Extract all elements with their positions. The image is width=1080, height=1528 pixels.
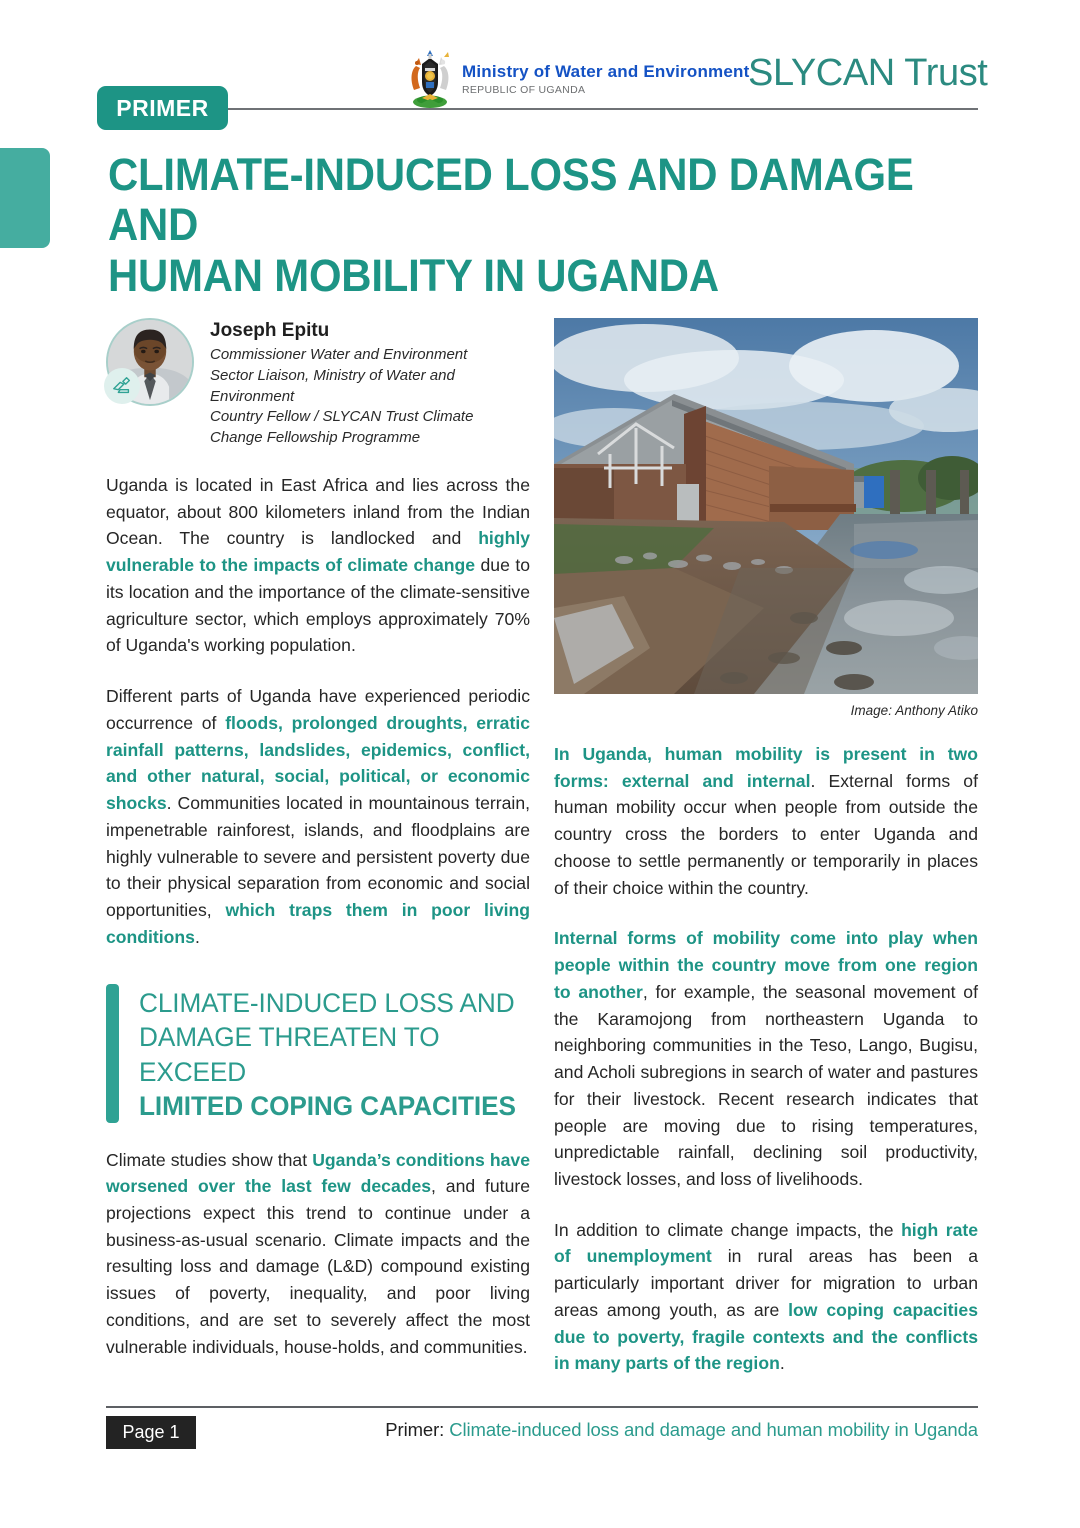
highlight-run: Internal forms of mobility come into play when people within the country move from one region to another [554, 928, 978, 1002]
section-heading-line-1: CLIMATE-INDUCED LOSS AND [139, 988, 515, 1019]
author-info [210, 318, 473, 448]
text-run: Climate studies show that [106, 1149, 313, 1170]
slycan-trust-logo: SLYCAN Trust [748, 52, 988, 94]
avatar-wrap [106, 318, 194, 406]
left-column [106, 318, 530, 1360]
paragraph-unemployment [554, 1217, 978, 1377]
text-run: due to its location and the importance of the climate-sensitive agriculture sector, which employs approximately 70% of Uganda's working population. [106, 555, 530, 656]
footer-caption [106, 1419, 978, 1441]
section-accent-bar [106, 984, 119, 1122]
highlight-run: Uganda’s conditions have worsened over the last few decades [106, 1149, 530, 1197]
ministry-logo-block [408, 48, 749, 110]
text-run: Uganda is located in East Africa and lies across the equator, about 800 kilometers inland from the Indian Ocean. The country is landlocked and [106, 474, 530, 549]
text-run: in rural areas has been a particularly important driver for migration to urban areas among youth, as are [554, 1246, 978, 1320]
photo-credit: Image: Anthony Atiko [850, 703, 978, 718]
text-run: . [779, 1353, 785, 1374]
footer-prefix: Primer: [385, 1419, 450, 1440]
section-heading-line-3: LIMITED COPING CAPACITIES [139, 1090, 516, 1121]
paragraph-internal-mobility [554, 925, 978, 1192]
footer-title: Climate-induced loss and damage and human mobility in Uganda [449, 1419, 978, 1440]
text-run: Different parts of Uganda have experienced periodic occurrence of [106, 686, 530, 733]
paragraph-climate-studies [106, 1147, 530, 1361]
left-accent-block [0, 148, 50, 248]
flood-photo [554, 318, 978, 694]
author-role-line-1: Commissioner Water and Environment [210, 346, 468, 363]
highlight-run: floods, prolonged droughts, erratic rainfall patterns, landslides, epidemics, conflict, and other natural, social, political, or economic shocks [106, 712, 530, 814]
text-run: In addition to climate change impacts, the [554, 1219, 902, 1240]
text-run: . Communities located in mountainous terrain, impenetrable rainforest, islands, and floodplains are highly vulnerable to severe and persistent poverty due to their physical separation from economic and social opportunities, [106, 793, 530, 920]
section-heading-line-2: DAMAGE THREATEN TO EXCEED [139, 1022, 440, 1087]
paragraph-hazards [106, 683, 530, 950]
flood-photo-illustration [554, 318, 978, 694]
author-role-line-3: Environment [210, 387, 295, 405]
primer-badge: PRIMER [97, 86, 228, 130]
footer-divider [106, 1406, 978, 1408]
paragraph-uganda-location [106, 472, 530, 659]
fellowship-badge-icon [104, 368, 140, 404]
text-run: , for example, the seasonal movement of the Karamojong from northeastern Uganda to neighboring communities in the Teso, Lango, Bugisu, and Acholi subregions in search of water and pastures for their livestock. Recent research indicates that people are moving due to rising temperatures, unpredictable rainfall, declining soil productivity, livestock losses, and loss of livelihoods. [554, 981, 978, 1190]
section-heading [106, 984, 530, 1122]
page-title-line-1: CLIMATE-INDUCED LOSS AND DAMAGE AND [108, 149, 914, 251]
ministry-name: Ministry of Water and Environment [462, 62, 750, 82]
highlight-run: In Uganda, human mobility is present in two forms: external and internal [554, 744, 978, 791]
author-role-line-5: Change Fellowship Programme [210, 429, 421, 447]
text-run: . [194, 926, 200, 947]
page-number-badge: Page 1 [106, 1416, 196, 1449]
highlight-run: highly vulnerable to the impacts of climate change [106, 528, 530, 576]
author-block [106, 318, 530, 448]
highlight-run: low coping capacities due to poverty, fragile contexts and the conflicts in many parts of the region [554, 1299, 978, 1374]
text-run: , and future projections expect this trend to continue under a business-as-usual scenario. Climate impacts and the resulting loss and damage (L&D) compound existing issues of poverty, inequality, and poor living conditions, and are set to severely affect the most vulnerable individuals, house-holds, and communities. [106, 1176, 530, 1357]
paragraph-mobility-forms [554, 741, 978, 901]
author-name: Joseph Epitu [210, 320, 330, 341]
text-run: . External forms of human mobility occur when people from outside the country cross the borders to enter Uganda and choose to settle permanently or temporarily in places of their choice within the country. [554, 770, 978, 898]
right-column [554, 318, 978, 1377]
author-role-line-2: Sector Liaison, Ministry of Water and [210, 366, 455, 384]
page-header [0, 0, 1080, 140]
page-title-line-2: HUMAN MOBILITY IN UGANDA [108, 249, 719, 301]
highlight-run: which traps them in poor living conditions [106, 900, 530, 947]
uganda-coat-of-arms-icon [408, 48, 452, 110]
page-title [108, 150, 926, 301]
author-role-line-4: Country Fellow / SLYCAN Trust Climate [210, 408, 474, 426]
highlight-run: high rate of unemployment [554, 1219, 978, 1267]
ministry-subtitle: REPUBLIC OF UGANDA [462, 83, 586, 96]
section-heading-text [139, 984, 518, 1122]
